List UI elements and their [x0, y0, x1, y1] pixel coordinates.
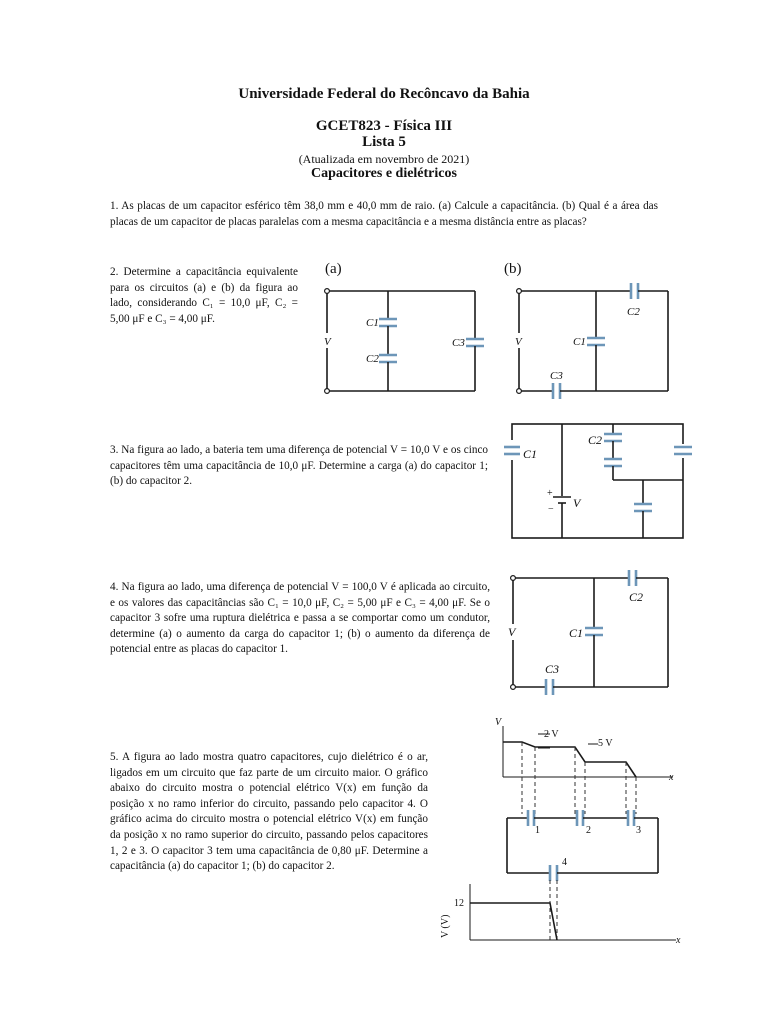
- q3-c2-label: C2: [588, 433, 603, 447]
- university-title: Universidade Federal do Recôncavo da Bahia: [238, 86, 530, 102]
- q4-v-label: V: [508, 625, 516, 639]
- q2b-c1-label: C1: [573, 336, 586, 348]
- q4-c1-label: C1: [569, 626, 584, 640]
- q2a-c1-label: C1: [366, 317, 379, 329]
- q5-y-tick: 12: [454, 898, 464, 909]
- q3-minus: −: [548, 504, 554, 515]
- q2a-c3-label: C3: [452, 337, 465, 349]
- q4-c3-label: C3: [545, 662, 560, 676]
- q3-plus: +: [547, 488, 553, 499]
- q5-y-label: V (V): [440, 914, 451, 938]
- q5-bottom-x-axis: x: [676, 935, 681, 946]
- q2-circuit-a: [310, 258, 500, 398]
- q5-step-1: 2 V: [544, 729, 559, 740]
- q2b-v-label: V: [515, 336, 522, 348]
- list-title: Lista 5: [362, 134, 406, 150]
- question-2-text: 2. Determine a capacitância equivalente para os circuitos (a) e (b) da figura ao lado, considerando C₁ = 10,0 μF, C₂ = 5,00 μF e C₃ = 4,00 μF.: [110, 266, 298, 325]
- question-4-text: 4. Na figura ao lado, uma diferença de potencial V = 100,0 V é aplicada ao circuito, e os valores das capacitâncias são C₁ = 10,0 μF, C₂ = 5,00 μF e C₃ = 4,00 μF. Se o capacitor 3 sofre uma ruptura dielétrica e passa a se comportar como um condutor, determine (a) o aumento da carga do capacitor 1; (b) o aumento da diferença de potencial entre as placas do capacitor 1.: [110, 581, 490, 656]
- q2-label-a: (a): [325, 261, 342, 277]
- q5-top-x-axis: x: [669, 772, 674, 783]
- q5-cap-1: 1: [535, 825, 540, 836]
- q4-c2-label: C2: [629, 590, 644, 604]
- q2b-c2-label: C2: [627, 306, 640, 318]
- q5-cap-2: 2: [586, 825, 591, 836]
- question-1-text: 1. As placas de um capacitor esférico têm 38,0 mm e 40,0 mm de raio. (a) Calcule a capacitância. (b) Qual é a área das placas de um capacitor de placas paralelas com a mesma capacitância e a mesma distância entre as placas?: [110, 200, 658, 228]
- q2a-c2-label: C2: [366, 353, 379, 365]
- q4-circuit: [500, 560, 690, 700]
- q2-label-b: (b): [504, 261, 522, 277]
- q5-figure: [440, 712, 690, 957]
- q2b-c3-label: C3: [550, 370, 563, 382]
- q5-cap-3: 3: [636, 825, 641, 836]
- topic-title: Capacitores e dielétricos: [311, 166, 457, 181]
- course-title: GCET823 - Física III: [315, 118, 453, 134]
- q2a-v-label: V: [324, 336, 331, 348]
- question-5-text: 5. A figura ao lado mostra quatro capacitores, cujo dielétrico é o ar, ligados em um circuito que faz parte de um circuito maior. O gráfico abaixo do circuito mostra o potencial elétrico V(x) em função da posição x no ramo inferior do circuito, passando pelo capacitor 4. O gráfico acima do circuito mostra o potencial elétrico V(x) em função da posição x no ramo superior do circuito, passando pelos capacitores 1, 2 e 3. O capacitor 3 tem uma capacitância de 0,80 μF. Determine a capacitância (a) do capacitor 1; (b) do capacitor 2.: [110, 751, 428, 873]
- q2-circuit-b: [500, 258, 690, 398]
- updated-note: (Atualizada em novembro de 2021): [298, 152, 470, 166]
- question-3-text: 3. Na figura ao lado, a bateria tem uma diferença de potencial V = 10,0 V e os cinco capacitores têm uma capacitância de 10,0 μF. Determine a carga (a) do capacitor 1; (b) do capacitor 2.: [110, 444, 488, 488]
- q5-cap-4: 4: [562, 857, 567, 868]
- q5-top-v-axis: V: [495, 717, 502, 728]
- q3-c1-label: C1: [523, 447, 538, 461]
- q3-circuit: [505, 420, 695, 545]
- q3-v-label: V: [573, 496, 581, 510]
- q5-step-2: 5 V: [598, 738, 613, 749]
